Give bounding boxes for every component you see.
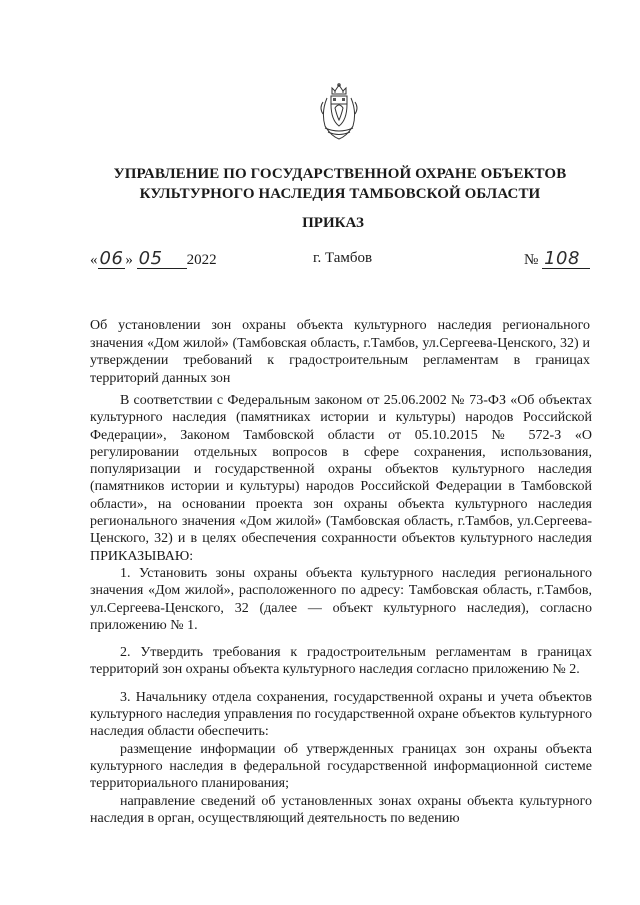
agency-heading-line-2: КУЛЬТУРНОГО НАСЛЕДИЯ ТАМБОВСКОЙ ОБЛАСТИ <box>139 186 541 202</box>
date-month: 05 <box>137 250 187 269</box>
city-label: г. Тамбов <box>313 250 373 266</box>
order-item-3-subitem-b: направление сведений об установленных зонах охраны объекта культурного наследия в орган, осуществляющий деятельность по ведению <box>90 793 592 826</box>
preamble-paragraph: В соответствии с Федеральным законом от 25.06.2002 № 73-ФЗ «Об объектах культурного наследия (памятниках истории и культуры) народов Российской Федерации», Законом Тамбовской области от 05.10.2015 № 572-З «О регулировании отдельных вопросов в сфере сохранения, использования, популяризации и государственной охраны объектов культурного наследия (памятников истории и культуры) народов Российской Федерации в Тамбовской области», на основании проекта зон охраны объекта культурного наследия регионального значения «Дом жилой» (Тамбовская область, г.Тамбов, ул.Сергеева-Ценского, 32) и в целях обеспечения сохранности объектов культурного наследия ПРИКАЗЫВАЮ: <box>90 393 592 564</box>
document-type-title: ПРИКАЗ <box>302 215 364 231</box>
order-item-3: 3. Начальнику отдела сохранения, государственной охраны и учета объектов культурного наследия управления по государственной охране объектов культурного наследия области обеспечить: <box>90 689 592 740</box>
order-number <box>524 250 590 274</box>
order-body <box>90 392 592 827</box>
agency-heading <box>60 164 620 204</box>
date-open-quote: « <box>90 252 98 268</box>
date-day: 06 <box>99 248 124 269</box>
order-date <box>90 250 217 274</box>
order-number-value: 108 <box>542 250 590 269</box>
order-item-2: 2. Утвердить требования к градостроительным регламентам в границах территорий зон охраны объекта культурного наследия согласно приложению № 2. <box>90 645 592 678</box>
date-close-quote: » <box>125 252 133 268</box>
order-item-3-subitem-a: размещение информации об утвержденных границах зон охраны объекта культурного наследия в федеральной государственной информационной системе территориального планирования; <box>90 741 592 792</box>
number-sign: № <box>524 252 539 268</box>
agency-heading-line-1: УПРАВЛЕНИЕ ПО ГОСУДАРСТВЕННОЙ ОХРАНЕ ОБЪЕКТОВ <box>113 166 567 182</box>
date-year: 2022 <box>186 252 217 268</box>
order-subject: Об установлении зон охраны объекта культурного наследия регионального значения «Дом жилой» (Тамбовская область, г.Тамбов, ул.Сергеева-Ценского, 32) и утверждении требований к градостроительным регламентам в границах территорий данных зон <box>90 318 590 386</box>
order-item-1: 1. Установить зоны охраны объекта культурного наследия регионального значения «Дом жилой», расположенного по адресу: Тамбовская область, г.Тамбов, ул.Сергеева-Ценского, 32 (далее — объект культурного наследия), согласно приложению № 1. <box>90 565 592 633</box>
coat-of-arms-emblem <box>317 82 361 142</box>
